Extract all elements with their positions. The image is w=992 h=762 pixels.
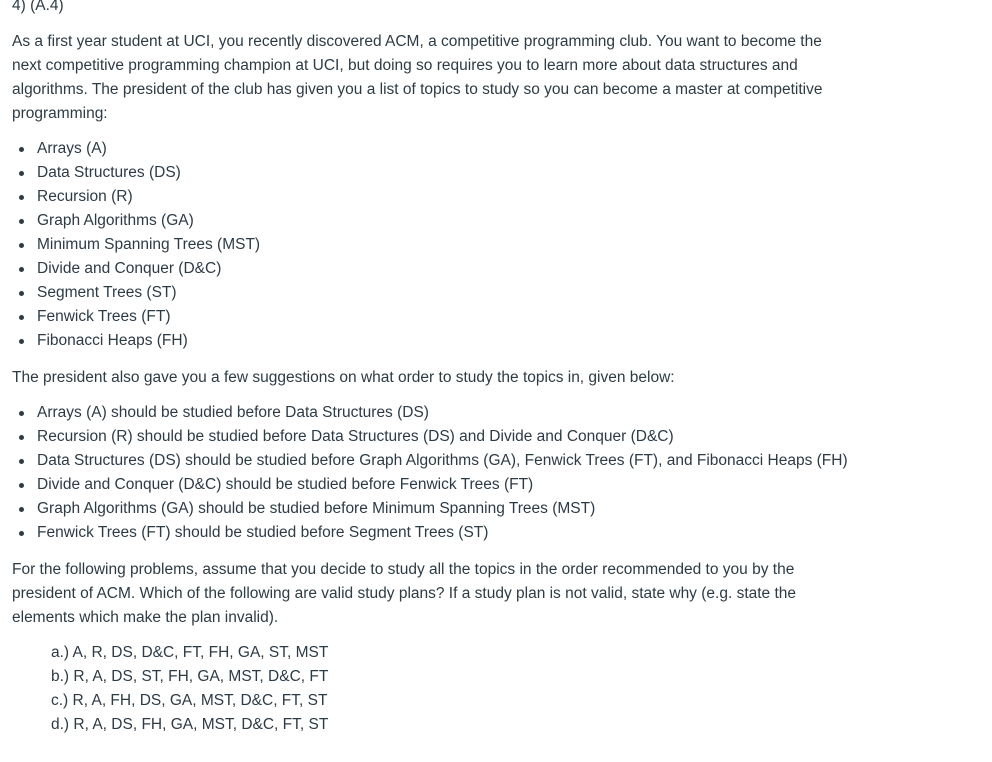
topic-item: Data Structures (DS) — [12, 161, 912, 185]
suggestion-item: Arrays (A) should be studied before Data Structures (DS) — [12, 401, 912, 425]
topic-item: Graph Algorithms (GA) — [12, 209, 912, 233]
suggestions-intro: The president also gave you a few suggestions on what order to study the topics in, given below: — [12, 369, 675, 386]
choice-item: c.) R, A, FH, DS, GA, MST, D&C, FT, ST — [51, 692, 328, 709]
choices-list — [51, 641, 328, 737]
choice-item: d.) R, A, DS, FH, GA, MST, D&C, FT, ST — [51, 716, 329, 733]
choice-item: b.) R, A, DS, ST, FH, GA, MST, D&C, FT — [51, 668, 329, 685]
topic-item: Segment Trees (ST) — [12, 281, 912, 305]
problem-paragraph: For the following problems, assume that you decide to study all the topics in the order recommended to you by the president of ACM. Which of the following are valid study plans? If a study plan is not valid, state why (e.g. state the elements which make the plan invalid). — [12, 561, 797, 626]
topic-item: Fenwick Trees (FT) — [12, 305, 912, 329]
suggestion-item: Recursion (R) should be studied before Data Structures (DS) and Divide and Conquer (D&C) — [12, 425, 912, 449]
suggestion-item: Divide and Conquer (D&C) should be studied before Fenwick Trees (FT) — [12, 473, 912, 497]
suggestions-list — [12, 401, 912, 545]
topic-item: Recursion (R) — [12, 185, 912, 209]
question-heading: 4) (A.4) — [12, 0, 64, 14]
suggestion-item: Data Structures (DS) should be studied before Graph Algorithms (GA), Fenwick Trees (FT), and Fibonacci Heaps (FH) — [12, 449, 912, 473]
suggestion-item: Fenwick Trees (FT) should be studied before Segment Trees (ST) — [12, 521, 912, 545]
topic-item: Arrays (A) — [12, 137, 912, 161]
choice-item: a.) A, R, DS, D&C, FT, FH, GA, ST, MST — [51, 644, 329, 661]
topic-item: Fibonacci Heaps (FH) — [12, 329, 912, 353]
topics-list — [12, 137, 912, 353]
topic-item: Divide and Conquer (D&C) — [12, 257, 912, 281]
intro-paragraph: As a first year student at UCI, you recently discovered ACM, a competitive programming club. You want to become the next competitive programming champion at UCI, but doing so requires you to learn more about data structures and algorithms. The president of the club has given you a list of topics to study so you can become a master at competitive programming: — [12, 33, 823, 122]
suggestion-item: Graph Algorithms (GA) should be studied before Minimum Spanning Trees (MST) — [12, 497, 912, 521]
topic-item: Minimum Spanning Trees (MST) — [12, 233, 912, 257]
